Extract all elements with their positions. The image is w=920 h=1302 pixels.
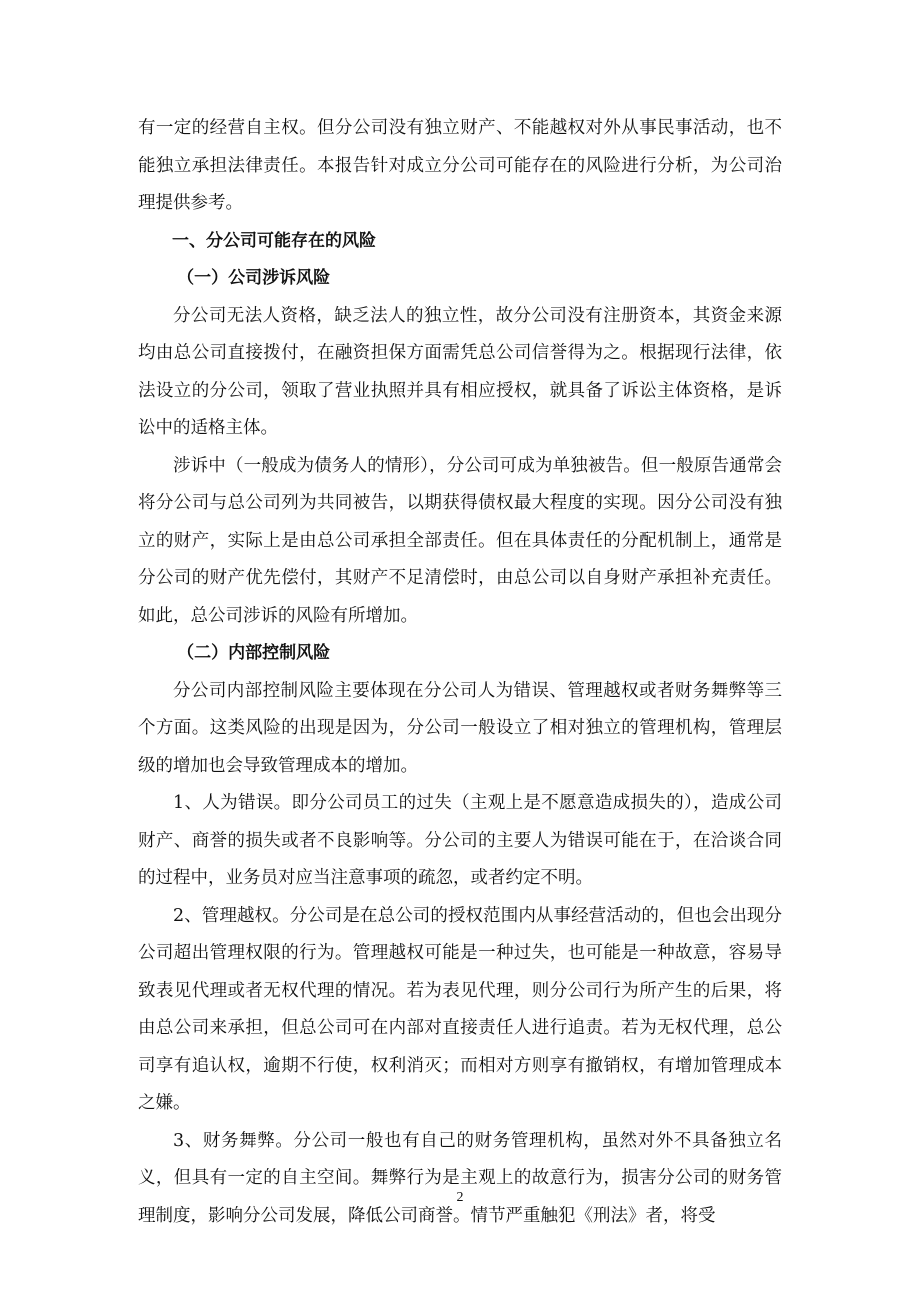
page-number: 2 bbox=[456, 1190, 464, 1205]
subsection-heading-internal-control-risk: （二）内部控制风险 bbox=[177, 643, 331, 663]
paragraph-internal-control-overview: 分公司内部控制风险主要体现在分公司人为错误、管理越权或者财务舞弊等三个方面。这类风险的出现是因为，分公司一般设立了相对独立的管理机构，管理层级的增加也会导致管理成本的增加。 bbox=[138, 680, 782, 776]
paragraph-human-error: 1、人为错误。即分公司员工的过失（主观上是不愿意造成损失的），造成公司财产、商誉的损失或者不良影响等。分公司的主要人为错误可能在于，在洽谈合同的过程中，业务员对应当注意事项的疏忽，或者约定不明。 bbox=[138, 793, 782, 888]
section-heading-risks: 一、分公司可能存在的风险 bbox=[172, 230, 376, 251]
paragraph-management-overreach: 2、管理越权。分公司是在总公司的授权范围内从事经营活动的，但也会出现分公司超出管理权限的行为。管理越权可能是一种过失，也可能是一种故意，容易导致表见代理或者无权代理的情况。若为表见代理，则分公司行为所产生的后果，将由总公司来承担，但总公司可在内部对直接责任人进行追责。若为无权代理，总公司享有追认权，逾期不行使，权利消灭；而相对方则享有撤销权，有增加管理成本之嫌。 bbox=[138, 905, 782, 1113]
paragraph-intro-continuation: 有一定的经营自主权。但分公司没有独立财产、不能越权对外从事民事活动，也不能独立承担法律责任。本报告针对成立分公司可能存在的风险进行分析，为公司治理提供参考。 bbox=[138, 118, 782, 213]
paragraph-financial-fraud: 3、财务舞弊。分公司一般也有自己的财务管理机构，虽然对外不具备独立名义，但具有一定的自主空间。舞弊行为是主观上的故意行为，损害分公司的财务管理制度，影响分公司发展，降低公司商誉。情节严重触犯《刑法》者，将受 bbox=[138, 1130, 782, 1226]
subsection-heading-litigation-risk: （一）公司涉诉风险 bbox=[177, 268, 331, 288]
document-body bbox=[138, 110, 782, 1235]
paragraph-litigation: 涉诉中（一般成为债务人的情形），分公司可成为单独被告。但一般原告通常会将分公司与总公司列为共同被告，以期获得债权最大程度的实现。因分公司没有独立的财产，实际上是由总公司承担全部责任。但在具体责任的分配机制上，通常是分公司的财产优先偿付，其财产不足清偿时，由总公司以自身财产承担补充责任。如此，总公司涉诉的风险有所增加。 bbox=[138, 455, 782, 626]
paragraph-no-legal-person: 分公司无法人资格，缺乏法人的独立性，故分公司没有注册资本，其资金来源均由总公司直接拨付，在融资担保方面需凭总公司信誉得为之。根据现行法律，依法设立的分公司，领取了营业执照并具有相应授权，就具备了诉讼主体资格，是诉讼中的适格主体。 bbox=[138, 305, 782, 438]
